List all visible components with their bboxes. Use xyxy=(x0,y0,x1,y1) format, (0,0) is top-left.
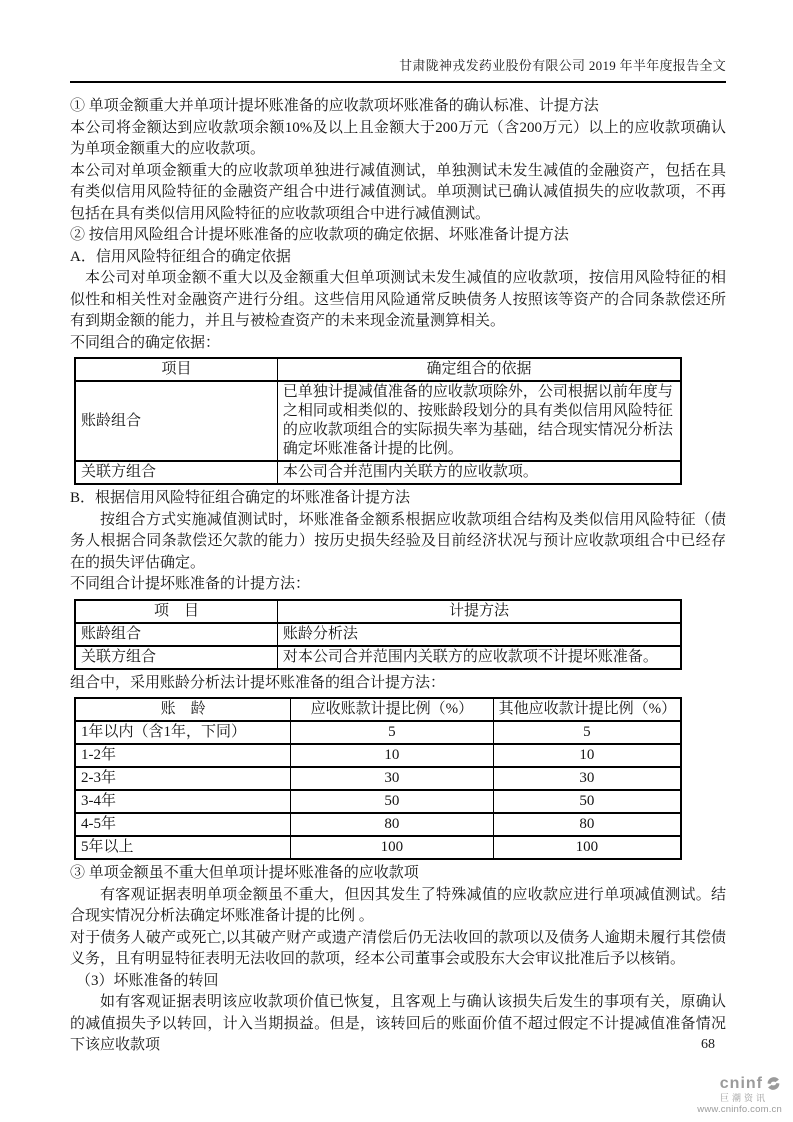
cell-ar-ratio: 5 xyxy=(291,721,493,744)
para-write-off: 对于债务人破产或死亡,以其破产财产或遗产清偿后仍无法收回的款项以及债务人逾期未履行其偿债义务，且有明显特征表明无法收回的款项，经本公司董事会或股东大会审议批准后予以核销。 xyxy=(70,929,726,967)
cell-aging-band: 4-5年 xyxy=(75,813,291,836)
cell-ar-ratio: 30 xyxy=(291,767,493,790)
header-cell-other-ratio: 其他应收款计提比例（%） xyxy=(493,698,681,721)
cell-other-ratio: 80 xyxy=(493,813,681,836)
table-row xyxy=(75,623,681,646)
cell-ar-ratio: 80 xyxy=(291,813,493,836)
cell-portfolio-name: 关联方组合 xyxy=(75,646,277,669)
heading-item-3: ③ 单项金额虽不重大但单项计提坏账准备的应收款项 xyxy=(70,865,419,881)
para-individual-impairment-test: 本公司对单项金额重大的应收款项单独进行减值测试，单独测试未发生减值的金融资产，包括在具有类似信用风险特征的金融资产组合中进行减值测试。单项测试已确认减值损失的应收款项，不再包括在具有类似信用风险特征的应收款项组合中进行减值测试。 xyxy=(70,162,726,222)
label-portfolio-basis: 不同组合的确定依据： xyxy=(70,334,221,351)
table-row xyxy=(75,721,681,744)
report-header-title: 甘肃陇神戎发药业股份有限公司 2019 年半年度报告全文 xyxy=(70,55,726,83)
cninfo-caption: 巨潮资讯 xyxy=(719,1092,768,1103)
table-header-row xyxy=(75,698,681,721)
header-cell-aging: 账 龄 xyxy=(75,698,291,721)
cell-portfolio-name: 账龄组合 xyxy=(75,381,277,461)
table-row xyxy=(75,646,681,669)
para-reversal: 如有客观证据表明该应收款项价值已恢复，且客观上与确认该损失后发生的事项有关，原确认的减值损失予以转回，计入当期损益。但是，该转回后的账面价值不超过假定不计提减值准备情况下该应收款项 xyxy=(70,994,726,1053)
cell-aging-band: 1-2年 xyxy=(75,744,291,767)
cell-method: 对本公司合并范围内关联方的应收款项不计提坏账准备。 xyxy=(277,646,681,669)
cell-aging-band: 2-3年 xyxy=(75,767,291,790)
label-aging-method: 组合中，采用账龄分析法计提坏账准备的组合计提方法： xyxy=(70,674,446,691)
table-row xyxy=(75,744,681,767)
page-content xyxy=(70,55,726,1057)
cell-other-ratio: 5 xyxy=(493,721,681,744)
heading-reversal: （3）坏账准备的转回 xyxy=(76,972,219,989)
para-portfolio-impairment: 按组合方式实施减值测试时，坏账准备金额系根据应收款项组合结构及类似信用风险特征（债务人根据合同条款偿还欠款的能力）按历史损失经验及目前经济状况与预计应收款项组合中已经存在的损失评估确定。 xyxy=(70,511,726,571)
cell-aging-band: 5年以上 xyxy=(75,836,291,859)
cell-portfolio-name: 账龄组合 xyxy=(75,623,277,646)
para-credit-risk-grouping: 本公司对单项金额不重大以及金额重大但单项测试未发生减值的应收款项，按信用风险特征的相似性和相关性对金融资产进行分组。这些信用风险通常反映债务人按照该等资产的合同条款偿还所有到期金额的能力，并且与被检查资产的未来现金流量测算相关。 xyxy=(70,270,726,329)
header-cell-ar-ratio: 应收账款计提比例（%） xyxy=(291,698,493,721)
header-cell-item: 项目 xyxy=(75,358,277,381)
table-row xyxy=(75,767,681,790)
heading-item-1: ① 单项金额重大并单项计提坏账准备的应收款项坏账准备的确认标准、计提方法 xyxy=(70,98,599,114)
table-row xyxy=(75,790,681,813)
cell-aging-band: 3-4年 xyxy=(75,790,291,813)
para-significant-threshold: 本公司将金额达到应收款项余额10%及以上且金额大于200万元（含200万元）以上的应收款项确认为单项金额重大的应收款项。 xyxy=(70,119,726,157)
table-header-row xyxy=(75,358,681,381)
heading-section-a: A．信用风险特征组合的确定依据 xyxy=(70,248,291,265)
cell-other-ratio: 30 xyxy=(493,767,681,790)
provision-method-table xyxy=(74,599,682,670)
cell-portfolio-basis: 已单独计提减值准备的应收款项除外，公司根据以前年度与之相同或相类似的、按账龄段划分的具有类似信用风险特征的应收款项组合的实际损失率为基础，结合现实情况分析法确定坏账准备计提的比例。 xyxy=(277,381,681,461)
cell-other-ratio: 50 xyxy=(493,790,681,813)
table-row xyxy=(75,381,681,461)
table-header-row xyxy=(75,600,681,623)
cninfo-swirl-icon xyxy=(765,1075,782,1092)
cninfo-url: www.cninfo.com.cn xyxy=(697,1104,782,1116)
table-row xyxy=(75,461,681,484)
cell-portfolio-basis: 本公司合并范围内关联方的应收款项。 xyxy=(277,461,681,484)
cell-method: 账龄分析法 xyxy=(277,623,681,646)
header-cell-item: 项 目 xyxy=(75,600,277,623)
label-provision-method: 不同组合计提坏账准备的计提方法： xyxy=(70,576,311,592)
para-insignificant-individual: 有客观证据表明单项金额虽不重大，但因其发生了特殊减值的应收款应进行单项减值测试。结合现实情况分析法确定坏账准备计提的比例 。 xyxy=(70,886,726,924)
table-row xyxy=(75,813,681,836)
page-number: 68 xyxy=(701,1037,715,1052)
cell-ar-ratio: 10 xyxy=(291,744,493,767)
cell-ar-ratio: 50 xyxy=(291,790,493,813)
aging-provision-table xyxy=(74,697,682,860)
cninfo-brand-text: cninf xyxy=(719,1075,763,1092)
cell-aging-band: 1年以内（含1年，下同） xyxy=(75,721,291,744)
portfolio-basis-table xyxy=(74,357,682,485)
heading-section-b: B．根据信用风险特征组合确定的坏账准备计提方法 xyxy=(70,490,411,506)
cninfo-logo xyxy=(672,1075,782,1116)
cell-portfolio-name: 关联方组合 xyxy=(75,461,277,484)
header-cell-method: 计提方法 xyxy=(277,600,681,623)
cell-other-ratio: 10 xyxy=(493,744,681,767)
cninfo-logo-row xyxy=(672,1075,782,1093)
heading-item-2: ② 按信用风险组合计提坏账准备的应收款项的确定依据、坏账准备计提方法 xyxy=(70,227,569,243)
header-cell-basis: 确定组合的依据 xyxy=(277,358,681,381)
document-body xyxy=(70,83,726,1057)
table-row xyxy=(75,836,681,859)
cell-other-ratio: 100 xyxy=(493,836,681,859)
cell-ar-ratio: 100 xyxy=(291,836,493,859)
